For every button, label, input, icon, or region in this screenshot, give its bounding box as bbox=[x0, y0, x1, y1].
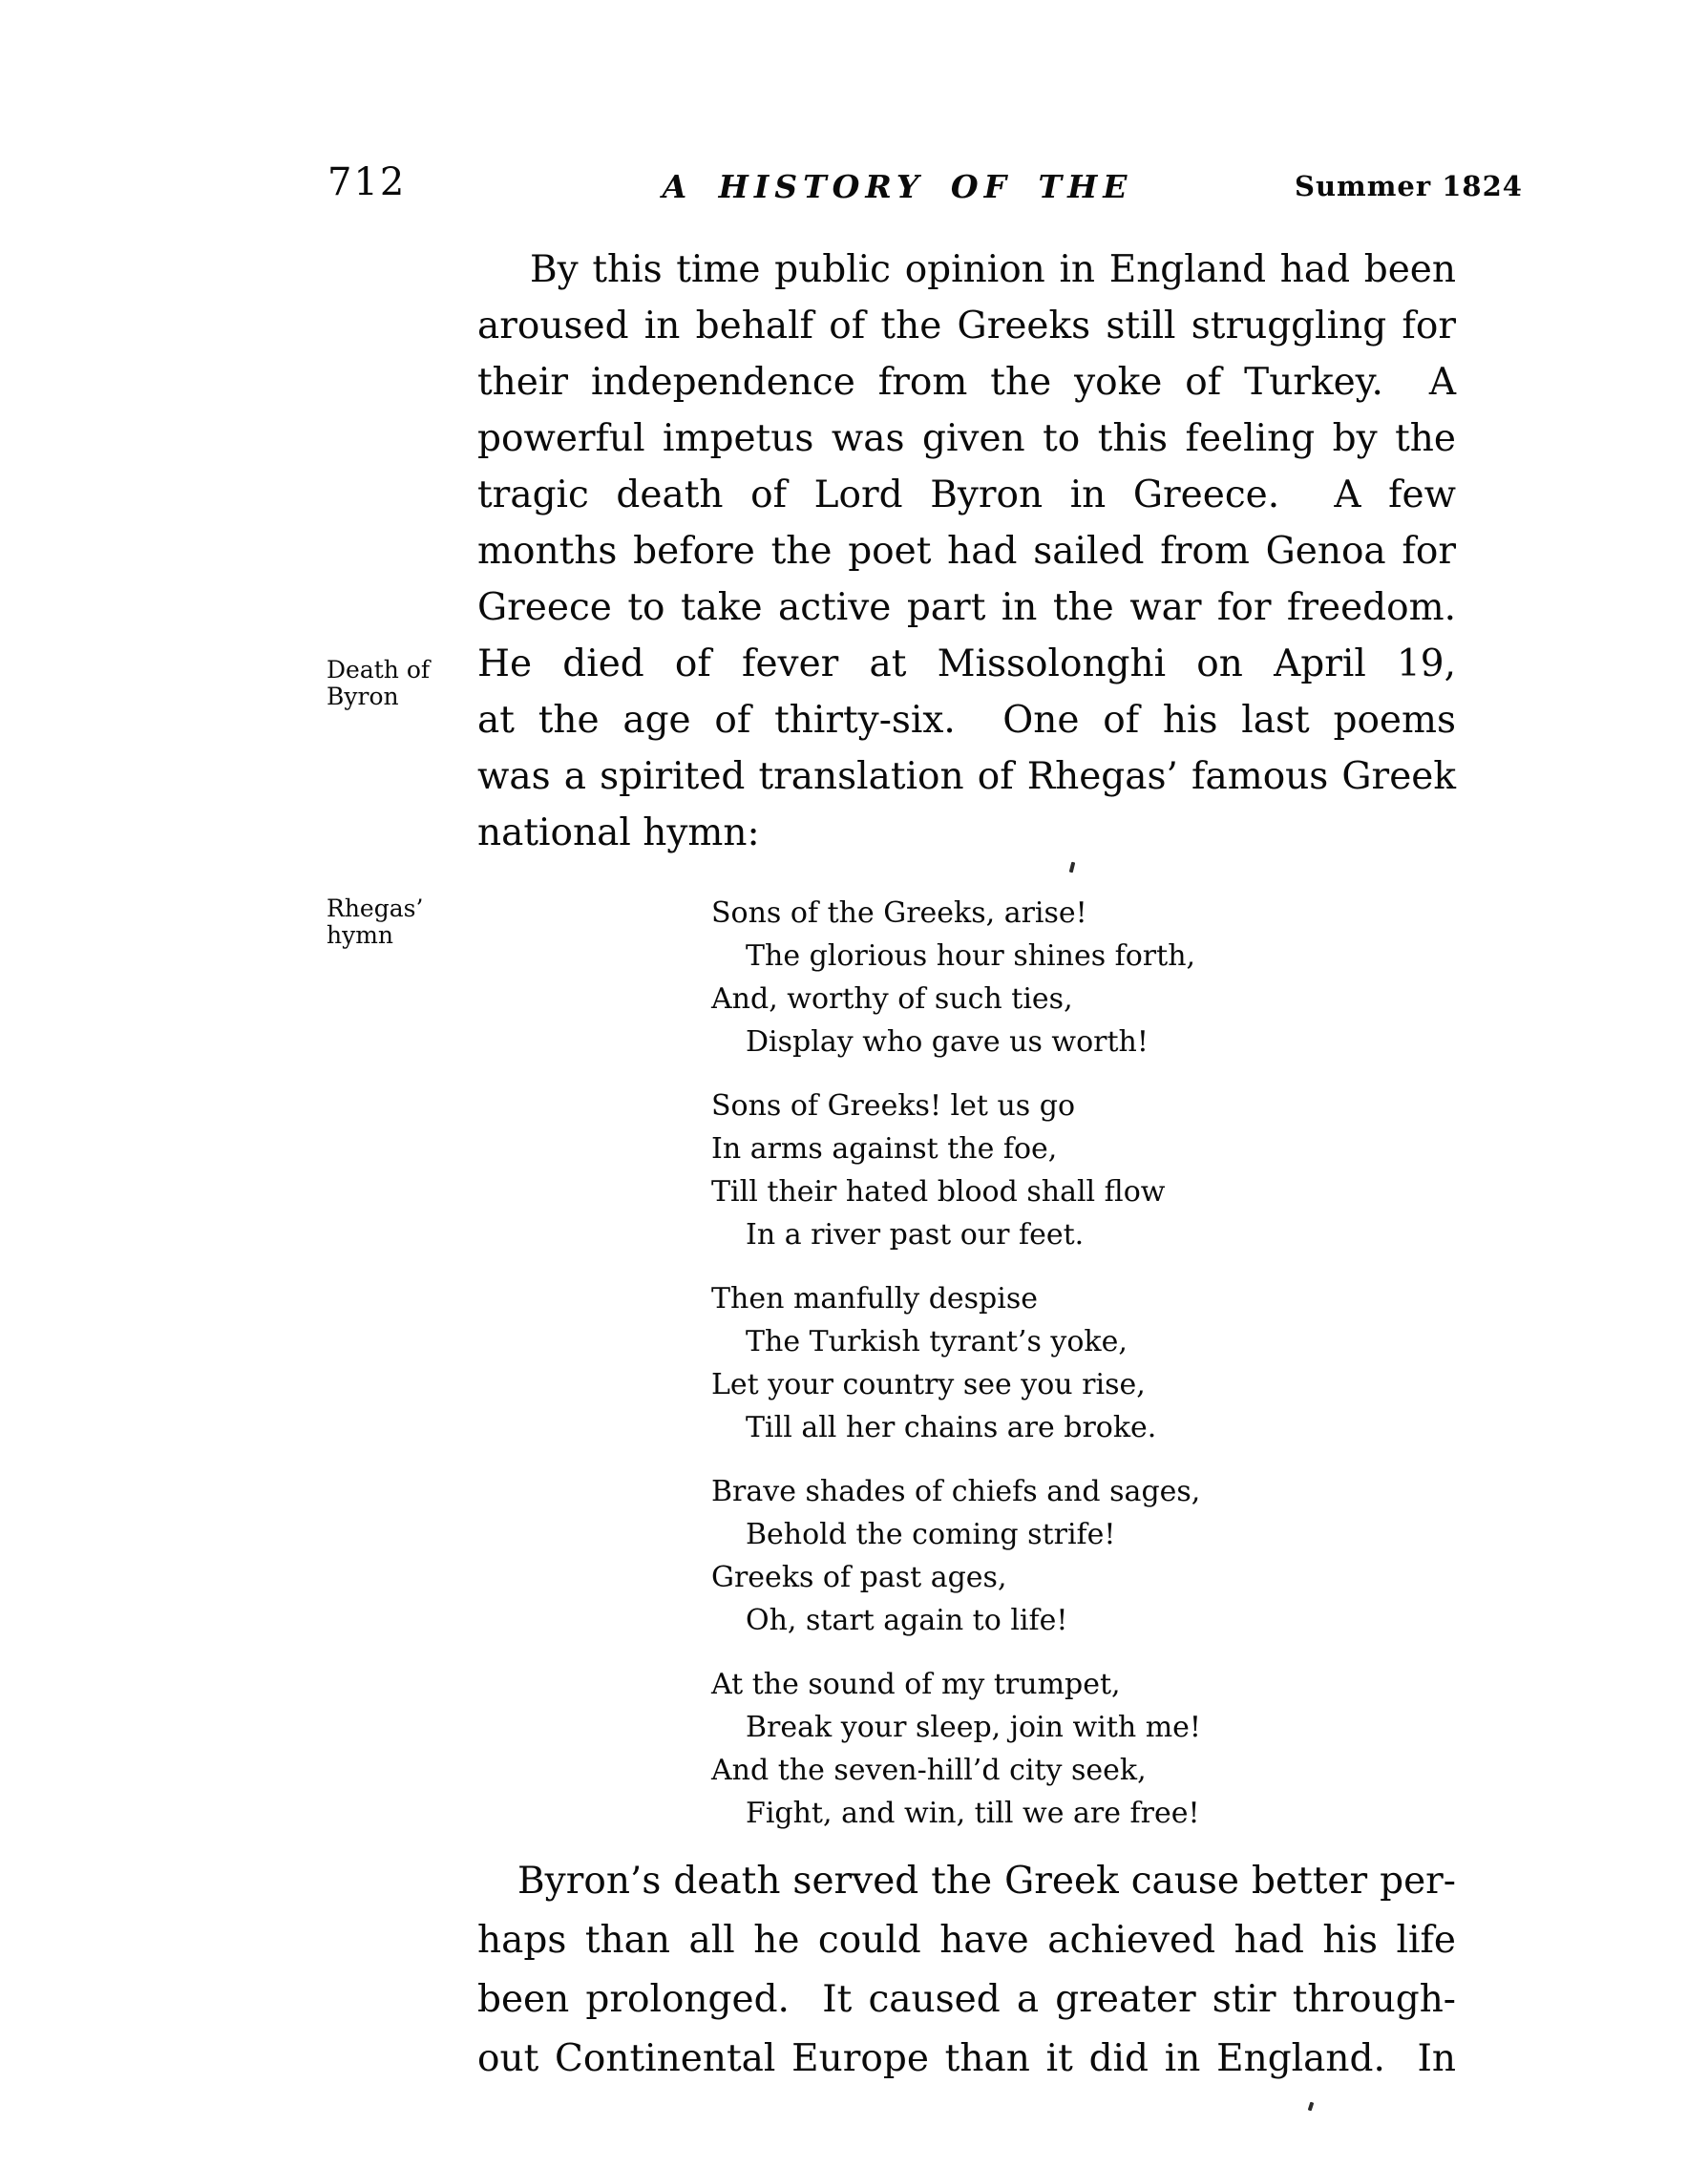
poem-line: Sons of Greeks! let us go bbox=[711, 1089, 1076, 1123]
paragraph-line: He died of fever at Missolonghi on April 19, bbox=[477, 642, 1456, 685]
poem-line: Behold the coming strife! bbox=[746, 1518, 1116, 1551]
poem-line: Sons of the Greeks, arise! bbox=[711, 896, 1087, 930]
paragraph-line: national hymn: bbox=[477, 811, 760, 854]
poem-line: Brave shades of chiefs and sages, bbox=[711, 1475, 1201, 1508]
issue-date: Summer 1824 bbox=[1295, 170, 1523, 202]
paragraph-2 bbox=[477, 1852, 1456, 2089]
margin-note-line: Rhegas’ bbox=[327, 895, 424, 922]
paragraph-line: out Continental Europe than it did in England. In bbox=[477, 2037, 1456, 2080]
poem-line: Fight, and win, till we are free! bbox=[746, 1797, 1200, 1830]
paragraph-line: Byron’s death served the Greek cause better per- bbox=[517, 1860, 1456, 1903]
ink-speck bbox=[1308, 2102, 1315, 2112]
poem-line: The Turkish tyrant’s yoke, bbox=[746, 1325, 1128, 1358]
poem-line: Let your country see you rise, bbox=[711, 1368, 1146, 1401]
margin-note-death-of-byron bbox=[327, 657, 430, 710]
margin-note-line: Death of bbox=[327, 656, 431, 684]
paragraph-line: months before the poet had sailed from Genoa for bbox=[477, 530, 1456, 573]
poem-stanza bbox=[711, 1470, 1322, 1642]
poem-line: Break your sleep, join with me! bbox=[746, 1711, 1201, 1744]
paragraph-line: tragic death of Lord Byron in Greece. A few bbox=[477, 474, 1456, 516]
paragraph-line: aroused in behalf of the Greeks still struggling for bbox=[477, 305, 1456, 347]
poem-stanza bbox=[711, 892, 1322, 1063]
paragraph-line: been prolonged. It caused a greater stir through- bbox=[477, 1978, 1456, 2021]
poem-line: Oh, start again to life! bbox=[746, 1604, 1068, 1637]
paragraph-line: their independence from the yoke of Turkey. A bbox=[477, 361, 1456, 404]
poem-line: Then manfully despise bbox=[711, 1282, 1038, 1316]
poem-line: Till all her chains are broke. bbox=[746, 1411, 1157, 1444]
poem-rhegas-hymn bbox=[711, 892, 1322, 1856]
poem-line: In arms against the foe, bbox=[711, 1132, 1058, 1166]
paragraph-line: was a spirited translation of Rhegas’ famous Greek bbox=[477, 755, 1456, 798]
ink-speck bbox=[1069, 862, 1076, 874]
margin-note-line: hymn bbox=[327, 921, 394, 949]
poem-stanza bbox=[711, 1663, 1322, 1835]
margin-note-rhegas-hymn bbox=[327, 895, 423, 949]
poem-line: Till their hated blood shall flow bbox=[711, 1175, 1166, 1209]
poem-stanza bbox=[711, 1084, 1322, 1256]
margin-note-line: Byron bbox=[327, 683, 399, 710]
paragraph-line: Greece to take active part in the war for freedom. bbox=[477, 586, 1456, 629]
running-title: A HISTORY OF THE bbox=[662, 168, 1133, 205]
poem-line: And the seven-hill’d city seek, bbox=[711, 1754, 1147, 1787]
poem-stanza bbox=[711, 1277, 1322, 1449]
paragraph-1 bbox=[477, 242, 1456, 861]
poem-line: Display who gave us worth! bbox=[746, 1025, 1149, 1059]
page-number: 712 bbox=[327, 160, 407, 204]
paragraph-line: powerful impetus was given to this feeling by the bbox=[477, 417, 1456, 460]
paragraph-line: at the age of thirty-six. One of his last poems bbox=[477, 699, 1456, 742]
poem-line: The glorious hour shines forth, bbox=[746, 939, 1196, 973]
poem-line: In a river past our feet. bbox=[746, 1218, 1085, 1252]
poem-line: At the sound of my trumpet, bbox=[711, 1668, 1121, 1701]
paragraph-line: haps than all he could have achieved had his life bbox=[477, 1919, 1456, 1962]
poem-line: Greeks of past ages, bbox=[711, 1561, 1007, 1594]
poem-line: And, worthy of such ties, bbox=[711, 982, 1073, 1016]
paragraph-line: By this time public opinion in England had been bbox=[530, 248, 1456, 291]
